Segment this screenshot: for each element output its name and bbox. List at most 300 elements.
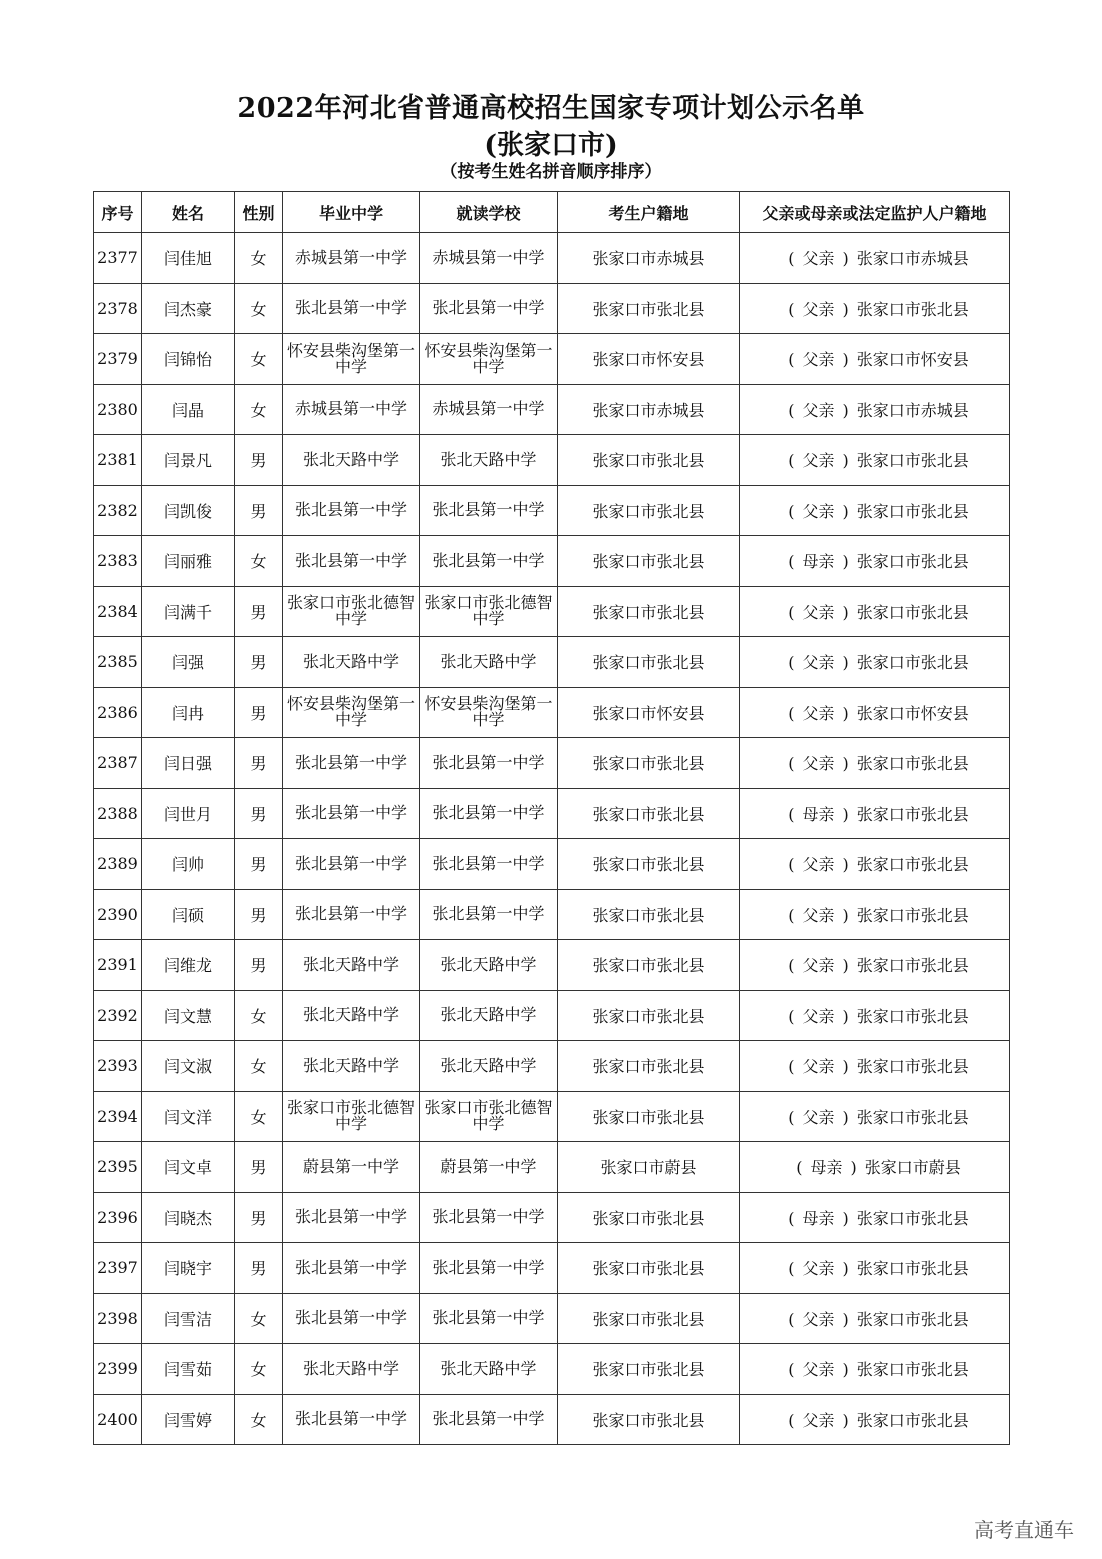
column-header: 毕业中学	[283, 192, 420, 233]
guardian-residence-cell	[740, 1142, 1010, 1193]
paren-close: )	[842, 1410, 849, 1430]
sort-note: （按考生姓名拼音顺序排序）	[440, 162, 662, 182]
paren-open: (	[788, 350, 795, 370]
paren-open: (	[788, 249, 795, 269]
gender-cell: 女	[235, 384, 283, 435]
paren-close: )	[842, 653, 849, 673]
table-row	[94, 687, 1010, 738]
graduation-school-cell: 怀安县柴沟堡第一中学	[283, 687, 420, 738]
serial-number-cell: 2396	[94, 1192, 142, 1243]
paren-close: )	[842, 350, 849, 370]
graduation-school-cell: 赤城县第一中学	[283, 384, 420, 435]
paren-close: )	[842, 552, 849, 572]
graduation-school-cell: 张北县第一中学	[283, 283, 420, 334]
paren-close: )	[842, 855, 849, 875]
name-cell: 闫满千	[142, 586, 235, 637]
guardian-residence: 张家口市张北县	[856, 602, 969, 622]
name-cell: 闫冉	[142, 687, 235, 738]
paren-close: )	[842, 602, 849, 622]
paren-close: )	[842, 754, 849, 774]
guardian-residence-cell	[740, 687, 1010, 738]
current-school-cell: 张北天路中学	[420, 1041, 558, 1092]
paren-close: )	[842, 400, 849, 420]
paren-open: (	[788, 1259, 795, 1279]
guardian-residence: 张家口市张北县	[856, 1410, 969, 1430]
graduation-school-cell: 张北县第一中学	[283, 738, 420, 789]
residence-cell: 张家口市怀安县	[558, 687, 740, 738]
gender-cell: 女	[235, 1041, 283, 1092]
guardian-residence-cell	[740, 233, 1010, 284]
residence-cell: 张家口市张北县	[558, 1192, 740, 1243]
name-cell: 闫维龙	[142, 940, 235, 991]
current-school-cell: 张北天路中学	[420, 940, 558, 991]
table-row	[94, 384, 1010, 435]
residence-cell: 张家口市张北县	[558, 1293, 740, 1344]
gender-cell: 女	[235, 334, 283, 385]
table-row	[94, 1293, 1010, 1344]
serial-number-cell: 2400	[94, 1394, 142, 1445]
table-header-row	[94, 192, 1010, 233]
guardian-residence-cell	[740, 637, 1010, 688]
guardian-relation: 母亲	[802, 1208, 835, 1228]
table-row	[94, 334, 1010, 385]
paren-close: )	[842, 249, 849, 269]
graduation-school-cell: 张北天路中学	[283, 940, 420, 991]
residence-cell: 张家口市张北县	[558, 485, 740, 536]
guardian-residence-cell	[740, 334, 1010, 385]
guardian-residence: 张家口市怀安县	[856, 703, 969, 723]
graduation-school-cell: 张北天路中学	[283, 1041, 420, 1092]
table-row	[94, 283, 1010, 334]
paren-close: )	[842, 501, 849, 521]
name-cell: 闫晓杰	[142, 1192, 235, 1243]
residence-cell: 张家口市张北县	[558, 1243, 740, 1294]
current-school-cell: 赤城县第一中学	[420, 384, 558, 435]
current-school-cell: 张家口市张北德智中学	[420, 586, 558, 637]
guardian-residence-cell	[740, 788, 1010, 839]
guardian-residence-cell	[740, 384, 1010, 435]
paren-open: (	[788, 552, 795, 572]
paren-close: )	[850, 1158, 857, 1178]
current-school-cell: 蔚县第一中学	[420, 1142, 558, 1193]
guardian-relation: 父亲	[802, 249, 835, 269]
current-school-cell: 张北县第一中学	[420, 536, 558, 587]
current-school-cell: 怀安县柴沟堡第一中学	[420, 687, 558, 738]
name-cell: 闫硕	[142, 889, 235, 940]
serial-number-cell: 2377	[94, 233, 142, 284]
table-row	[94, 435, 1010, 486]
serial-number-cell: 2391	[94, 940, 142, 991]
paren-open: (	[788, 602, 795, 622]
guardian-residence: 张家口市张北县	[856, 1208, 969, 1228]
table-row	[94, 940, 1010, 991]
table-row	[94, 1394, 1010, 1445]
paren-close: )	[842, 451, 849, 471]
guardian-residence: 张家口市怀安县	[856, 350, 969, 370]
current-school-cell: 张北县第一中学	[420, 1192, 558, 1243]
guardian-residence-cell	[740, 1293, 1010, 1344]
gender-cell: 男	[235, 889, 283, 940]
serial-number-cell: 2384	[94, 586, 142, 637]
name-cell: 闫晓宇	[142, 1243, 235, 1294]
guardian-residence-cell	[740, 1344, 1010, 1395]
guardian-relation: 父亲	[802, 1259, 835, 1279]
guardian-relation: 父亲	[802, 653, 835, 673]
name-cell: 闫雪洁	[142, 1293, 235, 1344]
residence-cell: 张家口市张北县	[558, 839, 740, 890]
current-school-cell: 张北县第一中学	[420, 1293, 558, 1344]
graduation-school-cell: 张北天路中学	[283, 637, 420, 688]
serial-number-cell: 2387	[94, 738, 142, 789]
roster-table	[93, 191, 1010, 1445]
gender-cell: 男	[235, 788, 283, 839]
table-row	[94, 536, 1010, 587]
guardian-relation: 父亲	[802, 1057, 835, 1077]
gender-cell: 男	[235, 1142, 283, 1193]
guardian-residence-cell	[740, 485, 1010, 536]
paren-close: )	[842, 1057, 849, 1077]
guardian-relation: 母亲	[810, 1158, 843, 1178]
residence-cell: 张家口市赤城县	[558, 384, 740, 435]
guardian-relation: 父亲	[802, 1006, 835, 1026]
guardian-relation: 父亲	[802, 956, 835, 976]
current-school-cell: 张北县第一中学	[420, 283, 558, 334]
graduation-school-cell: 张北县第一中学	[283, 788, 420, 839]
current-school-cell: 张北县第一中学	[420, 738, 558, 789]
guardian-residence: 张家口市张北县	[856, 804, 969, 824]
guardian-residence: 张家口市张北县	[856, 299, 969, 319]
gender-cell: 女	[235, 1394, 283, 1445]
guardian-residence-cell	[740, 1041, 1010, 1092]
guardian-residence: 张家口市张北县	[856, 552, 969, 572]
current-school-cell: 张北天路中学	[420, 1344, 558, 1395]
page-title: 2022年河北省普通高校招生国家专项计划公示名单	[237, 93, 865, 124]
guardian-residence-cell	[740, 435, 1010, 486]
serial-number-cell: 2389	[94, 839, 142, 890]
paren-close: )	[842, 1259, 849, 1279]
name-cell: 闫强	[142, 637, 235, 688]
name-cell: 闫文卓	[142, 1142, 235, 1193]
paren-open: (	[796, 1158, 803, 1178]
residence-cell: 张家口市张北县	[558, 788, 740, 839]
guardian-residence-cell	[740, 1243, 1010, 1294]
paren-open: (	[788, 1360, 795, 1380]
column-header: 序号	[94, 192, 142, 233]
guardian-residence-cell	[740, 1394, 1010, 1445]
name-cell: 闫景凡	[142, 435, 235, 486]
gender-cell: 男	[235, 738, 283, 789]
name-cell: 闫杰豪	[142, 283, 235, 334]
current-school-cell: 张北县第一中学	[420, 485, 558, 536]
paren-open: (	[788, 1208, 795, 1228]
name-cell: 闫日强	[142, 738, 235, 789]
guardian-relation: 父亲	[802, 299, 835, 319]
column-header: 就读学校	[420, 192, 558, 233]
graduation-school-cell: 张北县第一中学	[283, 536, 420, 587]
name-cell: 闫凯俊	[142, 485, 235, 536]
current-school-cell: 赤城县第一中学	[420, 233, 558, 284]
guardian-residence: 张家口市张北县	[856, 1006, 969, 1026]
paren-open: (	[788, 754, 795, 774]
gender-cell: 女	[235, 233, 283, 284]
residence-cell: 张家口市张北县	[558, 889, 740, 940]
current-school-cell: 张北县第一中学	[420, 839, 558, 890]
residence-cell: 张家口市张北县	[558, 1091, 740, 1142]
guardian-residence: 张家口市赤城县	[856, 249, 969, 269]
serial-number-cell: 2393	[94, 1041, 142, 1092]
residence-cell: 张家口市张北县	[558, 435, 740, 486]
table-row	[94, 485, 1010, 536]
name-cell: 闫晶	[142, 384, 235, 435]
serial-number-cell: 2397	[94, 1243, 142, 1294]
guardian-residence-cell	[740, 889, 1010, 940]
guardian-relation: 父亲	[802, 855, 835, 875]
paren-open: (	[788, 299, 795, 319]
graduation-school-cell: 张北天路中学	[283, 1344, 420, 1395]
paren-open: (	[788, 956, 795, 976]
guardian-residence-cell	[740, 1192, 1010, 1243]
name-cell: 闫文慧	[142, 990, 235, 1041]
paren-open: (	[788, 855, 795, 875]
graduation-school-cell: 张北县第一中学	[283, 1293, 420, 1344]
name-cell: 闫雪茹	[142, 1344, 235, 1395]
residence-cell: 张家口市赤城县	[558, 233, 740, 284]
current-school-cell: 张北天路中学	[420, 435, 558, 486]
serial-number-cell: 2381	[94, 435, 142, 486]
table-row	[94, 1243, 1010, 1294]
guardian-residence: 张家口市张北县	[856, 855, 969, 875]
table-row	[94, 637, 1010, 688]
guardian-relation: 父亲	[802, 905, 835, 925]
serial-number-cell: 2398	[94, 1293, 142, 1344]
guardian-relation: 父亲	[802, 1309, 835, 1329]
residence-cell: 张家口市张北县	[558, 1041, 740, 1092]
guardian-residence: 张家口市张北县	[856, 451, 969, 471]
guardian-residence: 张家口市张北县	[856, 501, 969, 521]
paren-open: (	[788, 400, 795, 420]
gender-cell: 女	[235, 990, 283, 1041]
column-header: 考生户籍地	[558, 192, 740, 233]
graduation-school-cell: 张北县第一中学	[283, 889, 420, 940]
residence-cell: 张家口市张北县	[558, 1394, 740, 1445]
guardian-residence: 张家口市蔚县	[864, 1158, 961, 1178]
paren-close: )	[842, 1107, 849, 1127]
table-row	[94, 738, 1010, 789]
residence-cell: 张家口市蔚县	[558, 1142, 740, 1193]
paren-close: )	[842, 299, 849, 319]
table-row	[94, 990, 1010, 1041]
gender-cell: 男	[235, 1243, 283, 1294]
gender-cell: 女	[235, 283, 283, 334]
guardian-residence: 张家口市张北县	[856, 956, 969, 976]
serial-number-cell: 2394	[94, 1091, 142, 1142]
guardian-residence: 张家口市张北县	[856, 1107, 969, 1127]
table-row	[94, 1344, 1010, 1395]
gender-cell: 男	[235, 687, 283, 738]
guardian-relation: 父亲	[802, 350, 835, 370]
paren-open: (	[788, 703, 795, 723]
name-cell: 闫雪婷	[142, 1394, 235, 1445]
table-row	[94, 788, 1010, 839]
graduation-school-cell: 张北县第一中学	[283, 839, 420, 890]
serial-number-cell: 2382	[94, 485, 142, 536]
graduation-school-cell: 张北县第一中学	[283, 1243, 420, 1294]
guardian-residence: 张家口市张北县	[856, 1309, 969, 1329]
paren-open: (	[788, 1006, 795, 1026]
paren-close: )	[842, 804, 849, 824]
paren-open: (	[788, 1410, 795, 1430]
guardian-residence: 张家口市张北县	[856, 1057, 969, 1077]
guardian-relation: 父亲	[802, 400, 835, 420]
current-school-cell: 张北天路中学	[420, 637, 558, 688]
paren-open: (	[788, 905, 795, 925]
name-cell: 闫世月	[142, 788, 235, 839]
table-row	[94, 839, 1010, 890]
graduation-school-cell: 张家口市张北德智中学	[283, 1091, 420, 1142]
table-row	[94, 1091, 1010, 1142]
name-cell: 闫锦怡	[142, 334, 235, 385]
guardian-relation: 父亲	[802, 501, 835, 521]
serial-number-cell: 2392	[94, 990, 142, 1041]
graduation-school-cell: 张北天路中学	[283, 435, 420, 486]
gender-cell: 男	[235, 1192, 283, 1243]
guardian-relation: 父亲	[802, 703, 835, 723]
guardian-residence-cell	[740, 940, 1010, 991]
guardian-relation: 母亲	[802, 804, 835, 824]
serial-number-cell: 2399	[94, 1344, 142, 1395]
current-school-cell: 张北县第一中学	[420, 889, 558, 940]
gender-cell: 男	[235, 586, 283, 637]
guardian-residence-cell	[740, 536, 1010, 587]
name-cell: 闫帅	[142, 839, 235, 890]
guardian-residence-cell	[740, 990, 1010, 1041]
serial-number-cell: 2383	[94, 536, 142, 587]
paren-close: )	[842, 703, 849, 723]
column-header: 性别	[235, 192, 283, 233]
guardian-relation: 父亲	[802, 451, 835, 471]
current-school-cell: 张北县第一中学	[420, 1394, 558, 1445]
graduation-school-cell: 张北县第一中学	[283, 485, 420, 536]
current-school-cell: 张北天路中学	[420, 990, 558, 1041]
paren-open: (	[788, 451, 795, 471]
guardian-residence-cell	[740, 738, 1010, 789]
page-subtitle-city: (张家口市)	[484, 130, 618, 161]
guardian-residence-cell	[740, 586, 1010, 637]
graduation-school-cell: 怀安县柴沟堡第一中学	[283, 334, 420, 385]
guardian-relation: 父亲	[802, 1360, 835, 1380]
table-row	[94, 1142, 1010, 1193]
guardian-relation: 母亲	[802, 552, 835, 572]
table-row	[94, 1041, 1010, 1092]
guardian-residence: 张家口市张北县	[856, 1360, 969, 1380]
graduation-school-cell: 张北县第一中学	[283, 1394, 420, 1445]
gender-cell: 女	[235, 1293, 283, 1344]
name-cell: 闫佳旭	[142, 233, 235, 284]
name-cell: 闫文洋	[142, 1091, 235, 1142]
table-row	[94, 889, 1010, 940]
guardian-residence-cell	[740, 839, 1010, 890]
guardian-relation: 父亲	[802, 602, 835, 622]
column-header: 父亲或母亲或法定监护人户籍地	[740, 192, 1010, 233]
paren-close: )	[842, 1208, 849, 1228]
guardian-residence-cell	[740, 283, 1010, 334]
graduation-school-cell: 张北天路中学	[283, 990, 420, 1041]
name-cell: 闫丽雅	[142, 536, 235, 587]
serial-number-cell: 2378	[94, 283, 142, 334]
residence-cell: 张家口市张北县	[558, 637, 740, 688]
graduation-school-cell: 张北县第一中学	[283, 1192, 420, 1243]
serial-number-cell: 2385	[94, 637, 142, 688]
paren-open: (	[788, 1309, 795, 1329]
serial-number-cell: 2388	[94, 788, 142, 839]
residence-cell: 张家口市怀安县	[558, 334, 740, 385]
paren-open: (	[788, 804, 795, 824]
gender-cell: 女	[235, 1344, 283, 1395]
gender-cell: 男	[235, 839, 283, 890]
residence-cell: 张家口市张北县	[558, 738, 740, 789]
serial-number-cell: 2395	[94, 1142, 142, 1193]
paren-close: )	[842, 1309, 849, 1329]
table-row	[94, 586, 1010, 637]
gender-cell: 男	[235, 637, 283, 688]
current-school-cell: 张北县第一中学	[420, 1243, 558, 1294]
current-school-cell: 张家口市张北德智中学	[420, 1091, 558, 1142]
paren-close: )	[842, 1360, 849, 1380]
guardian-residence: 张家口市张北县	[856, 653, 969, 673]
residence-cell: 张家口市张北县	[558, 283, 740, 334]
table-row	[94, 1192, 1010, 1243]
residence-cell: 张家口市张北县	[558, 586, 740, 637]
graduation-school-cell: 张家口市张北德智中学	[283, 586, 420, 637]
guardian-residence: 张家口市张北县	[856, 754, 969, 774]
paren-close: )	[842, 905, 849, 925]
residence-cell: 张家口市张北县	[558, 940, 740, 991]
paren-close: )	[842, 956, 849, 976]
paren-open: (	[788, 1057, 795, 1077]
guardian-residence: 张家口市赤城县	[856, 400, 969, 420]
guardian-relation: 父亲	[802, 1107, 835, 1127]
paren-open: (	[788, 1107, 795, 1127]
paren-close: )	[842, 1006, 849, 1026]
guardian-residence: 张家口市张北县	[856, 1259, 969, 1279]
residence-cell: 张家口市张北县	[558, 536, 740, 587]
gender-cell: 男	[235, 485, 283, 536]
current-school-cell: 怀安县柴沟堡第一中学	[420, 334, 558, 385]
gender-cell: 男	[235, 435, 283, 486]
paren-open: (	[788, 501, 795, 521]
guardian-relation: 父亲	[802, 754, 835, 774]
guardian-residence-cell	[740, 1091, 1010, 1142]
table-body	[94, 233, 1010, 1445]
gender-cell: 男	[235, 940, 283, 991]
residence-cell: 张家口市张北县	[558, 1344, 740, 1395]
guardian-relation: 父亲	[802, 1410, 835, 1430]
serial-number-cell: 2379	[94, 334, 142, 385]
table-row	[94, 233, 1010, 284]
name-cell: 闫文淑	[142, 1041, 235, 1092]
graduation-school-cell: 蔚县第一中学	[283, 1142, 420, 1193]
serial-number-cell: 2386	[94, 687, 142, 738]
serial-number-cell: 2380	[94, 384, 142, 435]
column-header: 姓名	[142, 192, 235, 233]
residence-cell: 张家口市张北县	[558, 990, 740, 1041]
paren-open: (	[788, 653, 795, 673]
serial-number-cell: 2390	[94, 889, 142, 940]
current-school-cell: 张北县第一中学	[420, 788, 558, 839]
watermark: 高考直通车	[974, 1518, 1074, 1542]
guardian-residence: 张家口市张北县	[856, 905, 969, 925]
gender-cell: 女	[235, 536, 283, 587]
